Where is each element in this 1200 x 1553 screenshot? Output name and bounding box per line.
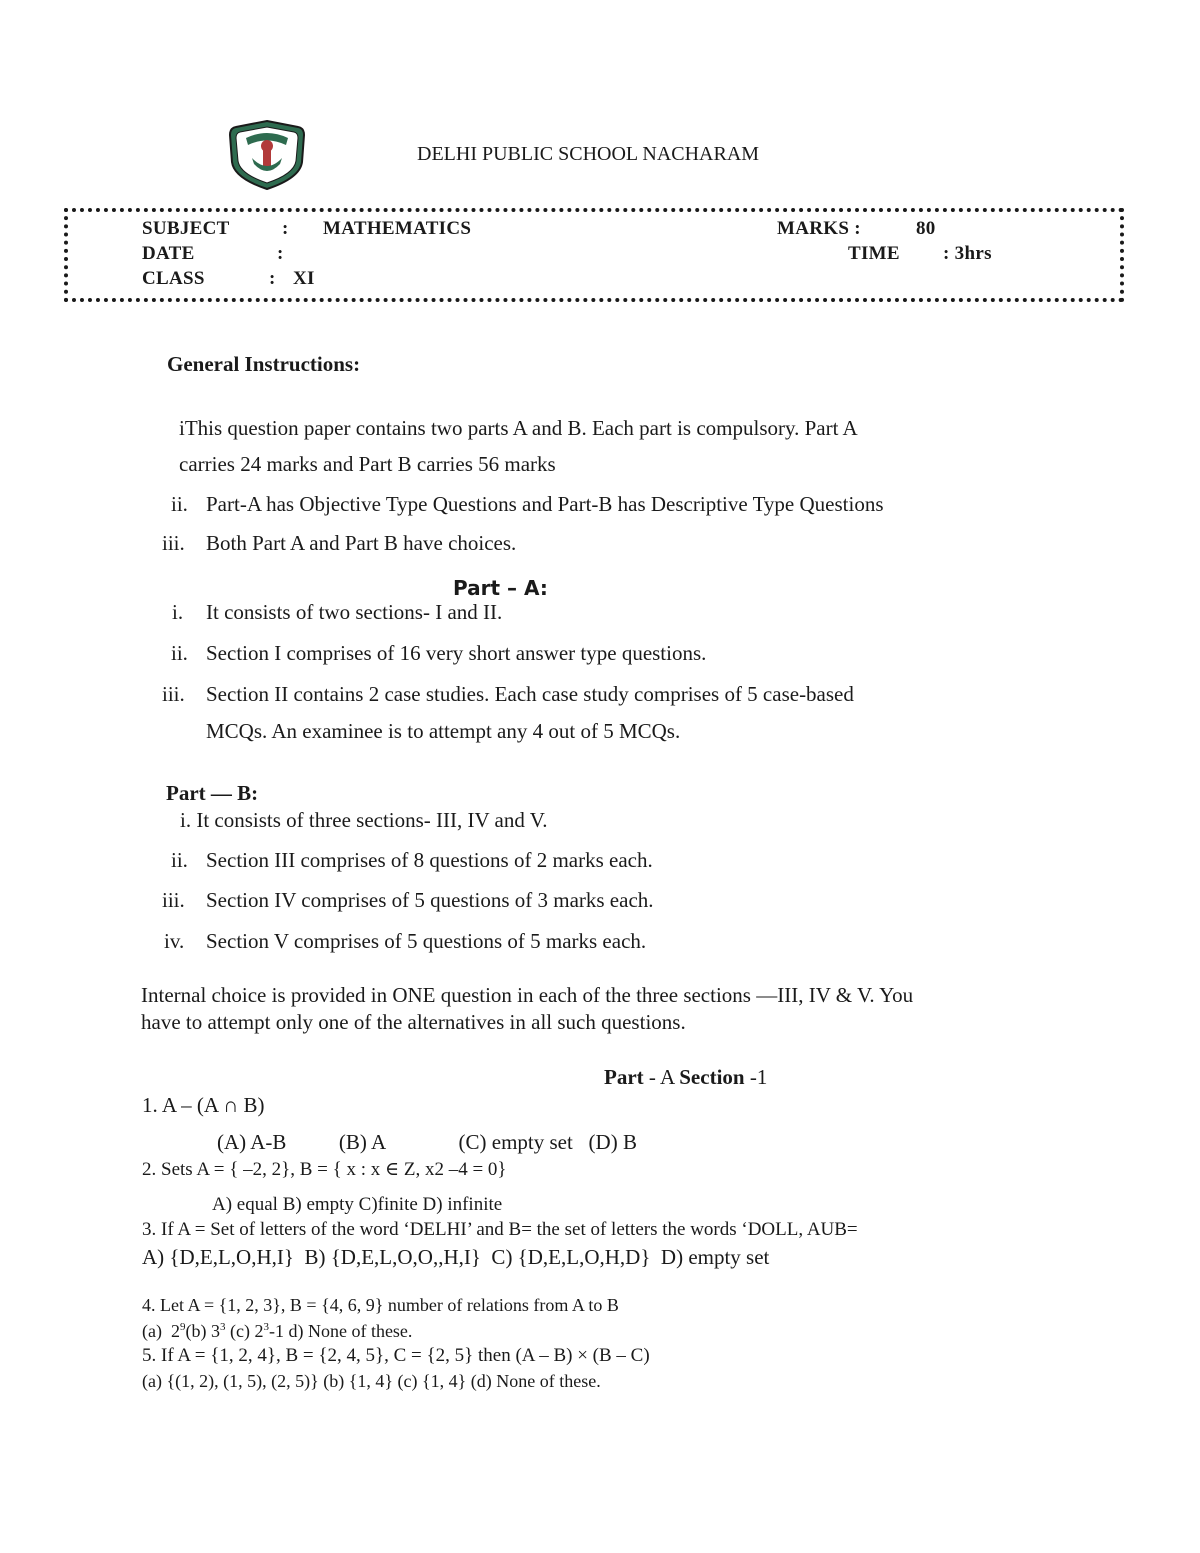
class-colon: :	[269, 268, 276, 289]
question-5-options: (a) {(1, 2), (1, 5), (2, 5)} (b) {1, 4} (c) {1, 4} (d) None of these.	[142, 1371, 601, 1391]
part-a-item-2-text: Section I comprises of 16 very short answer type questions.	[206, 641, 707, 665]
part-b-item-3-text: Section IV comprises of 5 questions of 3 marks each.	[206, 888, 654, 912]
question-5: 5. If A = {1, 2, 4}, B = {2, 4, 5}, C = {2, 5} then (A – B) × (B – C)	[142, 1345, 650, 1366]
class-value: XI	[293, 268, 315, 289]
part-b-item-3-num: iii.	[162, 888, 185, 912]
general-item-1-text: This question paper contains two parts A and B. Each part is compulsory. Part A	[184, 416, 858, 440]
general-item-3-num: iii.	[162, 531, 185, 555]
general-instructions-title: General Instructions:	[167, 352, 361, 376]
question-3: 3. If A = Set of letters of the word ‘DELHI’ and B= the set of letters the words ‘DOLL, AUB=	[142, 1219, 858, 1240]
part-b-item-1	[180, 808, 547, 833]
school-logo	[226, 118, 308, 192]
question-4: 4. Let A = {1, 2, 3}, B = {4, 6, 9} number of relations from A to B	[142, 1295, 619, 1315]
q4-opt-c-sup: 3	[263, 1321, 269, 1333]
part-b-item-1-text: It consists of three sections- III, IV and V.	[196, 808, 548, 832]
time-label: TIME	[848, 243, 900, 264]
part-a-item-3-line-1: Section II contains 2 case studies. Each case study comprises of 5 case-based	[206, 682, 854, 706]
part-a-item-3-line-2: MCQs. An examinee is to attempt any 4 out of 5 MCQs.	[206, 719, 681, 743]
date-colon: :	[277, 243, 284, 264]
general-item-3-text: Both Part A and Part B have choices.	[206, 531, 517, 555]
q4-opt-a-sup: 9	[179, 1321, 186, 1333]
part-a-item-2-num: ii.	[171, 641, 188, 665]
q4-opt-a: (a) 2	[142, 1321, 180, 1341]
general-item-2-num: ii.	[171, 492, 188, 516]
part-b-item-4-num: iv.	[164, 929, 185, 953]
q4-opt-b: (b) 3	[185, 1321, 220, 1341]
internal-choice-line-1: Internal choice is provided in ONE question in each of the three sections —III, IV & V. You	[141, 983, 914, 1007]
section-heading-dash-a: - A	[643, 1065, 680, 1089]
part-a-title: Part – A:	[453, 576, 548, 600]
section-heading	[604, 1065, 767, 1090]
part-b-item-2-text: Section III comprises of 8 questions of 2 marks each.	[206, 848, 653, 872]
q4-opt-rest: -1 d) None of these.	[268, 1321, 413, 1341]
question-2: 2. Sets A = { –2, 2}, B = { x : x ∈ Z, x2 –4 = 0}	[142, 1159, 507, 1180]
part-b-item-2-num: ii.	[171, 848, 188, 872]
part-b-item-1-num: i.	[180, 808, 192, 832]
general-item-2-text: Part-A has Objective Type Questions and Part-B has Descriptive Type Questions	[206, 492, 884, 516]
q4-opt-c: (c) 2	[225, 1321, 264, 1341]
question-2-options: A) equal B) empty C)finite D) infinite	[212, 1194, 503, 1215]
section-heading-section: Section	[679, 1065, 745, 1089]
marks-label: MARKS :	[777, 218, 861, 239]
general-item-1	[179, 416, 858, 441]
section-heading-number: -1	[744, 1065, 768, 1089]
part-a-item-3-num: iii.	[162, 682, 185, 706]
subject-colon: :	[282, 218, 289, 239]
subject-value: MATHEMATICS	[323, 218, 472, 239]
date-label: DATE	[142, 243, 195, 264]
part-a-item-1-num: i.	[172, 600, 184, 624]
part-b-title: Part — B:	[166, 781, 259, 805]
part-b-item-4-text: Section V comprises of 5 questions of 5 marks each.	[206, 929, 647, 953]
question-1: 1. A – (A ∩ B)	[142, 1093, 265, 1117]
part-a-item-1-text: It consists of two sections- I and II.	[206, 600, 503, 624]
subject-label: SUBJECT	[142, 218, 230, 239]
time-value: : 3hrs	[943, 243, 992, 264]
q4-opt-b-sup: 3	[219, 1321, 226, 1333]
marks-value: 80	[916, 218, 936, 239]
school-name: DELHI PUBLIC SCHOOL NACHARAM	[417, 143, 760, 165]
question-1-options: (A) A-B (B) A (C) empty set (D) B	[217, 1130, 637, 1154]
question-3-options: A) {D,E,L,O,H,I} B) {D,E,L,O,O,,H,I} C) {D,E,L,O,H,D} D) empty set	[142, 1245, 770, 1269]
question-4-options	[142, 1321, 412, 1342]
general-item-1-line-2: carries 24 marks and Part B carries 56 marks	[179, 452, 556, 476]
class-label: CLASS	[142, 268, 205, 289]
general-item-1-num: i	[179, 416, 185, 440]
section-heading-part: Part	[604, 1065, 644, 1089]
internal-choice-line-2: have to attempt only one of the alternatives in all such questions.	[141, 1010, 686, 1034]
